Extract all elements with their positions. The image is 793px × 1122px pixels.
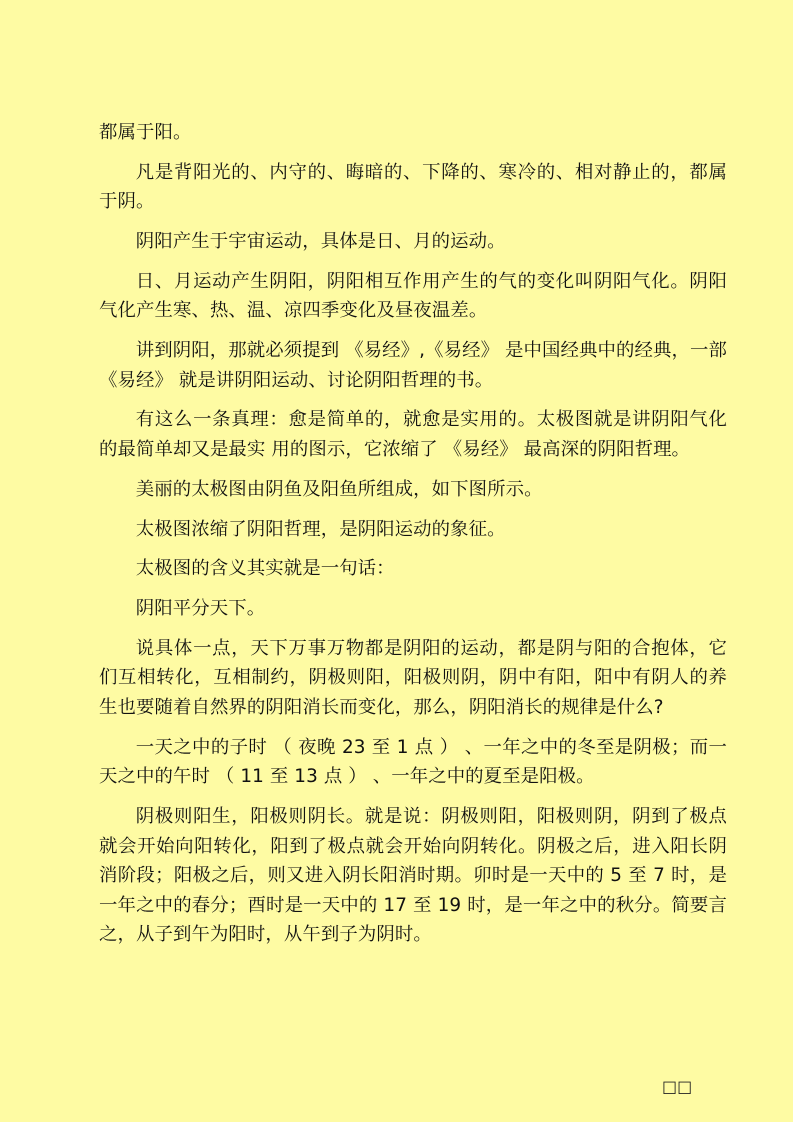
paragraph: 讲到阴阳，那就必须提到 《易经》,《易经》 是中国经典中的经典，一部 《易经》 就是讲阴阳运动、讨论阴阳哲理的书。	[99, 340, 727, 391]
paragraph: 阴阳产生于宇宙运动，具体是日、月的运动。	[135, 231, 506, 253]
paragraph: 有这么一条真理：愈是简单的，就愈是实用的。太极图就是讲阴阳气化的最简单却又是最实 用的图示，它浓缩了 《易经》 最高深的阴阳哲理。	[99, 409, 727, 460]
paragraph: 凡是背阳光的、内守的、晦暗的、下降的、寒冷的、相对静止的，都属于阴。	[99, 161, 727, 213]
paragraph: 说具体一点，天下万事万物都是阴阳的运动，都是阴与阳的合抱体，它们互相转化，互相制约，阴极则阳，阳极则阴，阴中有阳，阳中有阴人的养生也要随着自然界的阴阳消长而变化，那么，阴阳消长的规律是什么?	[99, 637, 727, 718]
paragraph: 太极图的含义其实就是一句话：	[135, 558, 395, 580]
paragraph: 日、月运动产生阴阳，阴阳相互作用产生的气的变化叫阴阳气化。阴阳气化产生寒、热、温、凉四季变化及昼夜温差。	[99, 270, 727, 322]
paragraph: 都属于阳。	[99, 122, 192, 143]
paragraph: 一天之中的子时 （ 夜晚 23 至 1 点 ） 、一年之中的冬至是阴极；而一天之中的午时 （ 11 至 13 点 ） 、一年之中的夏至是阳极。	[99, 736, 727, 788]
paragraph: 美丽的太极图由阴鱼及阳鱼所组成，如下图所示。	[135, 478, 543, 500]
paragraph: 太极图浓缩了阴阳哲理，是阴阳运动的象征。	[135, 518, 506, 540]
paragraph: 阴极则阳生，阳极则阴长。就是说：阴极则阳，阳极则阴，阴到了极点就会开始向阳转化，阳到了极点就会开始向阴转化。阴极之后，进入阳长阴消阶段；阳极之后，则又进入阴长阳消时期。卯时是一天中的 5 至 7 时，是一年之中的春分；酉时是一天中的 17 至 19 时，是一年之中的秋分。简要言之，从子到午为阳时，从午到子为阴时。	[99, 806, 727, 946]
page-body	[99, 118, 727, 960]
page-number: □□	[662, 1077, 693, 1096]
paragraph: 阴阳平分天下。	[135, 598, 266, 620]
